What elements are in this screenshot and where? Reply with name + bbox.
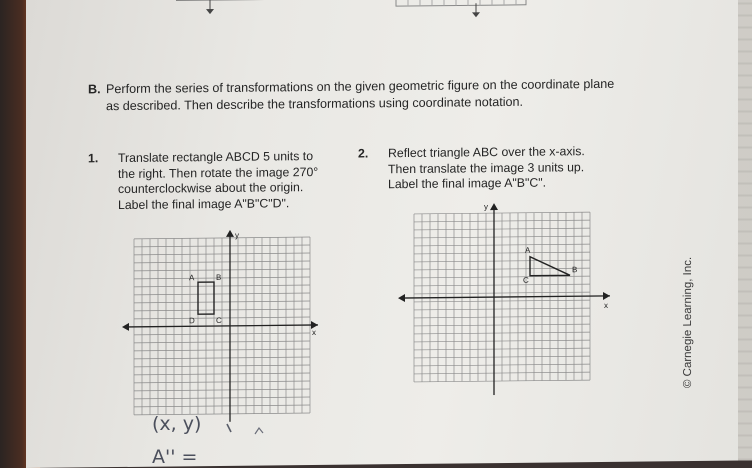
- point-c-label: C: [216, 315, 222, 326]
- problem-1-line-4: Label the final image A"B"C"D".: [118, 195, 290, 212]
- x-axis: [124, 325, 318, 327]
- problem-1-line-1: Translate rectangle ABCD 5 units to: [118, 148, 314, 166]
- part-b-label: B.: [88, 82, 101, 97]
- problem-2-line-3: Label the final image A"B"C".: [388, 175, 547, 192]
- handwritten-xy: (x, y): [152, 413, 202, 435]
- point-d-label: D: [189, 316, 195, 326]
- handwritten-a-double-prime: A'' =: [152, 446, 198, 468]
- problem-2-number: 2.: [358, 146, 369, 161]
- point-b-label: B: [216, 272, 222, 283]
- pencil-stroke-marks: [225, 420, 285, 450]
- binding-edge: [738, 0, 752, 461]
- x-axis-label: x: [312, 327, 316, 338]
- problem-1-line-2: the right. Then rotate the image 270°: [118, 164, 319, 181]
- part-b-line-2: as described. Then describe the transformations using coordinate notation.: [106, 94, 524, 114]
- x-axis-label: x: [604, 300, 608, 310]
- part-b-line-1: Perform the series of transformations on the given geometric figure on the coordinate plane: [106, 76, 615, 97]
- worksheet-page: [26, 0, 752, 468]
- problem-1-line-3: counterclockwise about the origin.: [118, 180, 304, 197]
- y-axis-label: y: [484, 202, 488, 212]
- copyright-notice: © Carnegie Learning, Inc.: [682, 256, 694, 389]
- y-axis-arrow: [490, 203, 498, 210]
- x-axis: [400, 296, 610, 298]
- point-a-label: A: [525, 245, 531, 255]
- x-axis-arrow-right: [603, 292, 610, 300]
- x-axis-arrow-left: [122, 323, 129, 331]
- y-axis-label: y: [235, 230, 239, 240]
- point-b-label: B: [572, 265, 578, 275]
- point-c-label: C: [523, 275, 529, 285]
- point-a-label: A: [189, 273, 195, 283]
- problem-2-line-2: Then translate the image 3 units up.: [388, 159, 585, 176]
- y-axis-arrow: [226, 230, 234, 237]
- x-axis-arrow-left: [398, 294, 405, 302]
- problem-1-coordinate-grid[interactable]: [122, 225, 318, 423]
- problem-1-number: 1.: [88, 151, 99, 166]
- previous-graph-remnant: [176, 0, 536, 24]
- problem-2-coordinate-grid[interactable]: [398, 198, 610, 396]
- problem-2-line-1: Reflect triangle ABC over the x-axis.: [388, 144, 585, 161]
